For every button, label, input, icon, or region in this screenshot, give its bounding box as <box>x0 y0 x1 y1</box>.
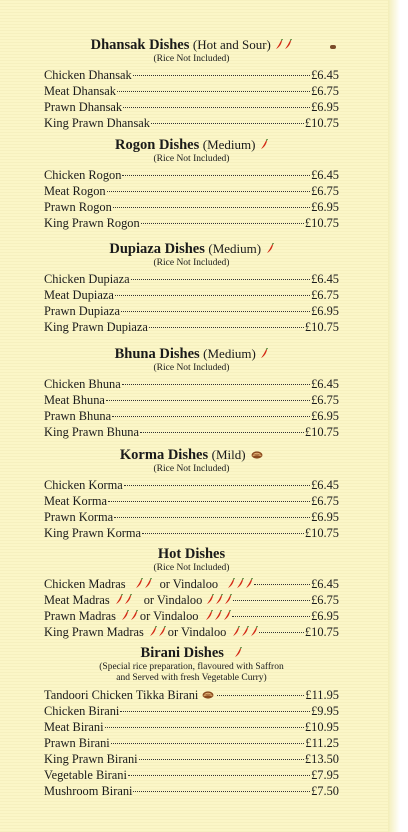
menu-item <box>44 424 339 440</box>
item-name: Chicken Rogon <box>44 168 122 182</box>
item-list <box>44 167 339 231</box>
item-name: King Prawn Rogon <box>44 216 140 230</box>
menu-item <box>44 493 339 509</box>
dot-leader <box>124 484 310 486</box>
dot-leader <box>254 583 310 585</box>
item-alt: or Vindaloo <box>143 593 203 607</box>
menu-item <box>44 67 339 83</box>
chili-icon <box>124 593 132 604</box>
chili-icon <box>158 625 166 636</box>
dot-leader <box>112 415 310 417</box>
chili-icon <box>121 609 129 620</box>
section-title-text: Dhansak Dishes <box>90 37 190 53</box>
menu-item <box>44 477 339 493</box>
dot-leader <box>115 294 310 296</box>
item-price: £6.95 <box>311 609 339 623</box>
item-price: £11.95 <box>305 688 339 702</box>
heat-rating <box>134 576 152 592</box>
chili-icon <box>232 625 240 636</box>
item-name: King Prawn Bhuna <box>44 425 139 439</box>
dot-leader <box>114 516 310 518</box>
item-price: £6.75 <box>311 288 339 302</box>
item-name: Chicken Dupiaza <box>44 272 130 286</box>
section-title <box>44 137 339 154</box>
section-note: (Rice Not Included) <box>153 258 230 268</box>
heat-rating <box>231 624 258 640</box>
menu-item <box>44 783 339 799</box>
item-name: Prawn Bhuna <box>44 409 112 423</box>
chili-icon <box>234 647 242 658</box>
menu-item <box>44 608 339 624</box>
section-title-text: Hot Dishes <box>157 546 226 562</box>
section-title <box>44 447 339 464</box>
section-note: (Rice Not Included) <box>153 54 230 64</box>
item-list <box>44 376 339 440</box>
heat-rating <box>148 624 166 640</box>
dot-leader <box>111 742 305 744</box>
chili-icon <box>236 577 244 588</box>
section-dhansak <box>44 37 339 131</box>
chili-icon <box>130 609 138 620</box>
dot-leader <box>133 790 310 792</box>
item-price: £10.75 <box>304 320 339 334</box>
item-price: £6.75 <box>311 494 339 508</box>
dot-leader <box>131 278 310 280</box>
menu-item <box>44 408 339 424</box>
chili-icon <box>241 625 249 636</box>
chili-icon <box>227 577 235 588</box>
item-list <box>44 687 339 799</box>
section-title-text: Birani Dishes <box>140 645 224 661</box>
item-name: King Prawn Korma <box>44 526 142 540</box>
dot-leader <box>106 399 310 401</box>
section-title <box>44 346 339 363</box>
dot-leader <box>121 310 310 312</box>
item-list <box>44 67 339 131</box>
menu-item <box>44 215 339 231</box>
menu-item <box>44 303 339 319</box>
item-name: Meat Korma <box>44 494 107 508</box>
item-name: Meat Madras <box>44 593 110 607</box>
section-note: (Rice Not Included) <box>153 563 230 573</box>
section-note: (Special rice preparation, flavoured with Saffron <box>99 662 284 672</box>
item-price: £7.95 <box>311 768 339 782</box>
item-name: Vegetable Birani <box>44 768 127 782</box>
menu-item <box>44 376 339 392</box>
item-price: £6.75 <box>311 593 339 607</box>
section-hot <box>44 546 339 640</box>
item-name: King Prawn Birani <box>44 752 138 766</box>
heat-rating <box>120 608 138 624</box>
menu-item <box>44 183 339 199</box>
menu-item <box>44 99 339 115</box>
item-price: £6.45 <box>311 168 339 182</box>
item-name: Chicken Birani <box>44 704 120 718</box>
chili-icon <box>260 348 268 359</box>
item-price: £6.95 <box>311 409 339 423</box>
section-note: (Rice Not Included) <box>153 363 230 373</box>
onion-icon <box>251 448 263 457</box>
item-price: £10.75 <box>304 526 339 540</box>
dot-leader <box>107 190 311 192</box>
item-price: £6.45 <box>311 577 339 591</box>
item-price: £6.95 <box>311 200 339 214</box>
menu-item <box>44 525 339 541</box>
heat-rating <box>114 592 132 608</box>
menu-item <box>44 392 339 408</box>
dot-leader <box>113 206 310 208</box>
menu-item <box>44 767 339 783</box>
dot-leader <box>233 599 310 601</box>
page-edge <box>388 0 408 832</box>
item-name: Chicken Madras <box>44 577 126 591</box>
chili-icon <box>206 593 214 604</box>
item-price: £6.95 <box>311 304 339 318</box>
menu-item <box>44 719 339 735</box>
dot-leader <box>128 774 310 776</box>
section-birani <box>44 645 339 799</box>
menu-item <box>44 167 339 183</box>
menu-item <box>44 592 339 608</box>
dot-leader <box>217 694 304 696</box>
item-name: King Prawn Dupiaza <box>44 320 148 334</box>
menu-item <box>44 319 339 335</box>
item-list <box>44 271 339 335</box>
dot-leader <box>149 326 304 328</box>
heat-rating <box>226 576 253 592</box>
item-alt: or Vindaloo <box>159 577 219 591</box>
dot-leader <box>133 74 310 76</box>
menu-item <box>44 199 339 215</box>
chili-icon <box>245 577 253 588</box>
item-name: Prawn Rogon <box>44 200 112 214</box>
item-price: £6.95 <box>311 100 339 114</box>
section-title <box>44 546 339 563</box>
section-note: (Rice Not Included) <box>153 464 230 474</box>
chili-icon <box>284 39 292 50</box>
menu-item <box>44 735 339 751</box>
section-title-text: Korma Dishes <box>119 447 209 463</box>
item-price: £6.75 <box>311 184 339 198</box>
onion-icon <box>202 687 214 696</box>
heat-rating <box>204 608 231 624</box>
menu-item <box>44 751 339 767</box>
menu-item <box>44 509 339 525</box>
item-name: Prawn Madras <box>44 609 116 623</box>
item-price: £10.95 <box>304 720 339 734</box>
section-note-line2: and Served with fresh Vegetable Curry) <box>116 673 267 683</box>
chili-icon <box>214 609 222 620</box>
item-price: £13.50 <box>304 752 339 766</box>
item-price: £6.45 <box>311 478 339 492</box>
section-title-text: Rogon Dishes <box>115 137 200 153</box>
item-price: £7.50 <box>311 784 339 798</box>
chili-icon <box>205 609 213 620</box>
item-name: Prawn Dupiaza <box>44 304 121 318</box>
dot-leader <box>140 431 304 433</box>
item-price: £10.75 <box>304 116 339 130</box>
dot-leader <box>151 122 304 124</box>
item-name: Meat Dupiaza <box>44 288 114 302</box>
chili-icon <box>223 609 231 620</box>
item-name: Tandoori Chicken Tikka Birani <box>44 688 199 702</box>
dot-leader <box>120 710 310 712</box>
item-name: Prawn Korma <box>44 510 114 524</box>
item-price: £10.75 <box>304 425 339 439</box>
menu-item <box>44 115 339 131</box>
section-title-text: Dupiaza Dishes <box>109 241 205 257</box>
section-korma <box>44 447 339 541</box>
item-price: £9.95 <box>311 704 339 718</box>
chili-icon <box>149 625 157 636</box>
chili-icon <box>260 139 268 150</box>
dot-leader <box>139 758 304 760</box>
section-subtitle: (Hot and Sour) <box>192 37 271 52</box>
item-list <box>44 477 339 541</box>
heat-rating <box>274 38 292 54</box>
menu-item <box>44 287 339 303</box>
chili-icon <box>224 593 232 604</box>
section-subtitle: (Medium) <box>202 137 256 152</box>
menu-item <box>44 271 339 287</box>
item-price: £6.75 <box>311 393 339 407</box>
section-title <box>44 37 339 54</box>
heat-rating <box>205 592 232 608</box>
item-price: £6.95 <box>311 510 339 524</box>
dot-leader <box>105 726 304 728</box>
dot-leader <box>259 631 304 633</box>
menu-item <box>44 576 339 592</box>
menu-item <box>44 83 339 99</box>
dot-leader <box>123 106 310 108</box>
chili-icon <box>275 39 283 50</box>
item-alt: or Vindaloo <box>167 625 227 639</box>
item-name: Meat Rogon <box>44 184 106 198</box>
section-title-text: Bhuna Dishes <box>114 346 200 362</box>
section-dupiaza <box>44 241 339 335</box>
dot-leader <box>108 500 310 502</box>
item-name: Mushroom Birani <box>44 784 133 798</box>
section-subtitle: (Medium) <box>203 346 256 361</box>
section-rogon <box>44 137 339 231</box>
dot-leader <box>117 90 310 92</box>
section-subtitle: (Mild) <box>211 447 246 462</box>
dot-leader <box>122 174 310 176</box>
dot-leader <box>141 222 304 224</box>
section-note: (Rice Not Included) <box>153 154 230 164</box>
item-name: King Prawn Madras <box>44 625 144 639</box>
item-price: £6.45 <box>311 377 339 391</box>
item-price: £6.45 <box>311 272 339 286</box>
item-name: Prawn Birani <box>44 736 110 750</box>
item-list <box>44 576 339 640</box>
section-bhuna <box>44 346 339 440</box>
section-title <box>44 241 339 258</box>
item-name: King Prawn Dhansak <box>44 116 150 130</box>
heat-rating <box>259 138 268 154</box>
heat-rating <box>233 646 242 662</box>
item-name: Meat Birani <box>44 720 104 734</box>
section-subtitle: (Medium) <box>208 241 262 256</box>
item-name: Chicken Bhuna <box>44 377 121 391</box>
dot-leader <box>232 615 311 617</box>
item-name: Prawn Dhansak <box>44 100 123 114</box>
menu-item <box>44 687 339 703</box>
item-price: £6.75 <box>311 84 339 98</box>
menu-item <box>44 624 339 640</box>
menu-item <box>44 703 339 719</box>
dot-leader <box>122 383 310 385</box>
item-price: £10.75 <box>304 625 339 639</box>
item-price: £11.25 <box>305 736 339 750</box>
item-name: Meat Dhansak <box>44 84 116 98</box>
chili-icon <box>135 577 143 588</box>
item-price: £6.45 <box>311 68 339 82</box>
item-name: Chicken Korma <box>44 478 123 492</box>
chili-icon <box>215 593 223 604</box>
item-name: Chicken Dhansak <box>44 68 132 82</box>
section-title <box>44 645 339 662</box>
chili-icon <box>144 577 152 588</box>
item-alt: or Vindaloo <box>139 609 199 623</box>
item-name: Meat Bhuna <box>44 393 105 407</box>
heat-rating <box>259 347 268 363</box>
chili-icon <box>115 593 123 604</box>
dot-leader <box>142 532 304 534</box>
item-price: £10.75 <box>304 216 339 230</box>
chili-icon <box>250 625 258 636</box>
chili-icon <box>266 243 274 254</box>
heat-rating <box>265 242 274 258</box>
